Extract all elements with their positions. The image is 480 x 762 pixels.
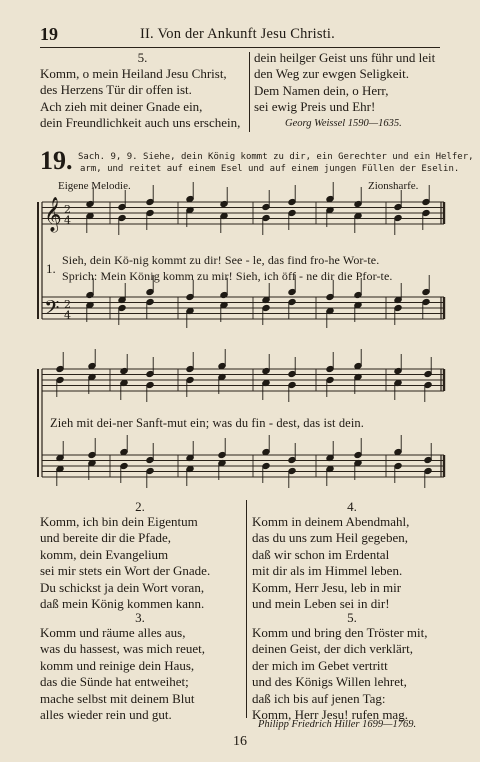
verse-line: Du schickst ja dein Wort voran, bbox=[40, 579, 205, 595]
running-title: II. Von der Ankunft Jesu Christi. bbox=[140, 26, 335, 42]
verse-line: Komm in deinem Abendmahl, bbox=[252, 514, 410, 529]
verse-line: was du hassest, was mich reuet, bbox=[40, 641, 205, 657]
verse-line: und des Königs Willen lehret, bbox=[252, 674, 407, 690]
stanza-2 bbox=[40, 514, 210, 612]
verse-line: Komm, Herr Jesu! rufen mag. bbox=[252, 707, 408, 723]
stanza-5-number: 5. bbox=[347, 610, 357, 625]
verse-line: und mein Leben sei in dir! bbox=[252, 596, 390, 612]
verse-line: daß wir schon im Erdental bbox=[252, 546, 390, 562]
time-signature: 2 bbox=[64, 298, 71, 311]
verse-line: dein Freundlichkeit auch uns erschein, bbox=[40, 115, 241, 131]
melody-label: Eigene Melodie. bbox=[58, 180, 131, 192]
verse-line: dein heilger Geist uns führ und leit bbox=[254, 50, 436, 65]
stanza-2-number: 2. bbox=[135, 499, 145, 514]
verse-line: Komm und räume alles aus, bbox=[40, 625, 186, 640]
time-signature: 2 bbox=[64, 203, 71, 216]
verse-line: der mich im Gebet vertritt bbox=[252, 657, 388, 673]
verse-line: des Herzens Tür dir offen ist. bbox=[40, 82, 192, 98]
column-divider bbox=[246, 500, 247, 718]
stanza-5 bbox=[252, 625, 428, 723]
verse-line: Komm und bring den Tröster mit, bbox=[252, 625, 428, 640]
footer-page-number: 16 bbox=[233, 734, 247, 749]
prev-hymn-author: Georg Weissel 1590—1635. bbox=[285, 118, 402, 129]
hymn-number: 19. bbox=[40, 146, 73, 175]
verse-line: Dem Namen dein, o Herr, bbox=[254, 82, 389, 98]
prev-verse-number: 5. bbox=[137, 50, 148, 65]
verse-line: sei ewig Preis und Ehr! bbox=[254, 99, 376, 115]
verse-line: deinen Geist, der dich verklärt, bbox=[252, 641, 413, 657]
scripture-line-1: Sach. 9, 9. Siehe, dein König kommt zu dir, ein Gerechter und ein Helfer, bbox=[78, 152, 474, 162]
verse-line: und bereite dir die Pfade, bbox=[40, 530, 172, 546]
verse-line: Komm, o mein Heiland Jesu Christ, bbox=[40, 66, 227, 81]
verse-line: das du uns zum Heil gegeben, bbox=[252, 530, 408, 546]
stanza-3 bbox=[40, 625, 205, 723]
verse-line: Komm, Herr Jesu, leb in mir bbox=[252, 579, 402, 595]
verse-line: alles wieder rein und gut. bbox=[40, 707, 172, 723]
verse-line: daß mein König kommen kann. bbox=[40, 596, 205, 612]
verse-line: den Weg zur ewgen Seligkeit. bbox=[254, 66, 410, 82]
page-number: 19 bbox=[40, 24, 58, 44]
stanza-3-number: 3. bbox=[135, 610, 145, 625]
lyric-line-3: Zieh mit dei-ner Sanft-mut ein; was du fin - dest, das ist dein. bbox=[50, 416, 364, 430]
lyric-line-1: Sieh, dein Kö-nig kommt zu dir! See - le, das find fro-he Wor-te. bbox=[62, 253, 380, 267]
treble-clef-icon: 𝄞 bbox=[44, 197, 62, 232]
scripture-line-2: arm, und reitet auf einem Esel und auf einem jungen Füllen der Eselin. bbox=[80, 164, 460, 174]
stanza-4-number: 4. bbox=[347, 499, 357, 514]
verse-line: daß ich bis auf jenen Tag: bbox=[252, 690, 386, 706]
verse-line: komm und reinige dein Haus, bbox=[40, 657, 195, 673]
bass-clef-icon: 𝄢 bbox=[44, 296, 60, 324]
hymn-author: Philipp Friedrich Hiller 1699—1769. bbox=[258, 719, 417, 730]
verse-line: sei mir stets ein Wort der Gnade. bbox=[40, 563, 211, 579]
verse-line: mache selbst mit deinem Blut bbox=[40, 690, 195, 706]
lyric-line-2: Sprich: Mein König komm zu mir! Sieh, ich öff - ne dir die Pfor-te. bbox=[62, 269, 393, 283]
verse-line: Ach zieh mit deiner Gnade ein, bbox=[40, 98, 203, 114]
verse-line: Komm, ich bin dein Eigentum bbox=[40, 514, 198, 529]
stanza-4 bbox=[252, 514, 409, 612]
source-label: Zionsharfe. bbox=[368, 180, 419, 192]
stanza-marker: 1. bbox=[46, 261, 56, 276]
time-signature: 4 bbox=[64, 309, 71, 322]
time-signature: 4 bbox=[64, 214, 71, 227]
verse-line: mit dir als im Himmel leben. bbox=[252, 563, 403, 579]
verse-line: komm, dein Evangelium bbox=[40, 546, 169, 562]
verse-line: das die Sünde hat entweihet; bbox=[40, 674, 189, 690]
